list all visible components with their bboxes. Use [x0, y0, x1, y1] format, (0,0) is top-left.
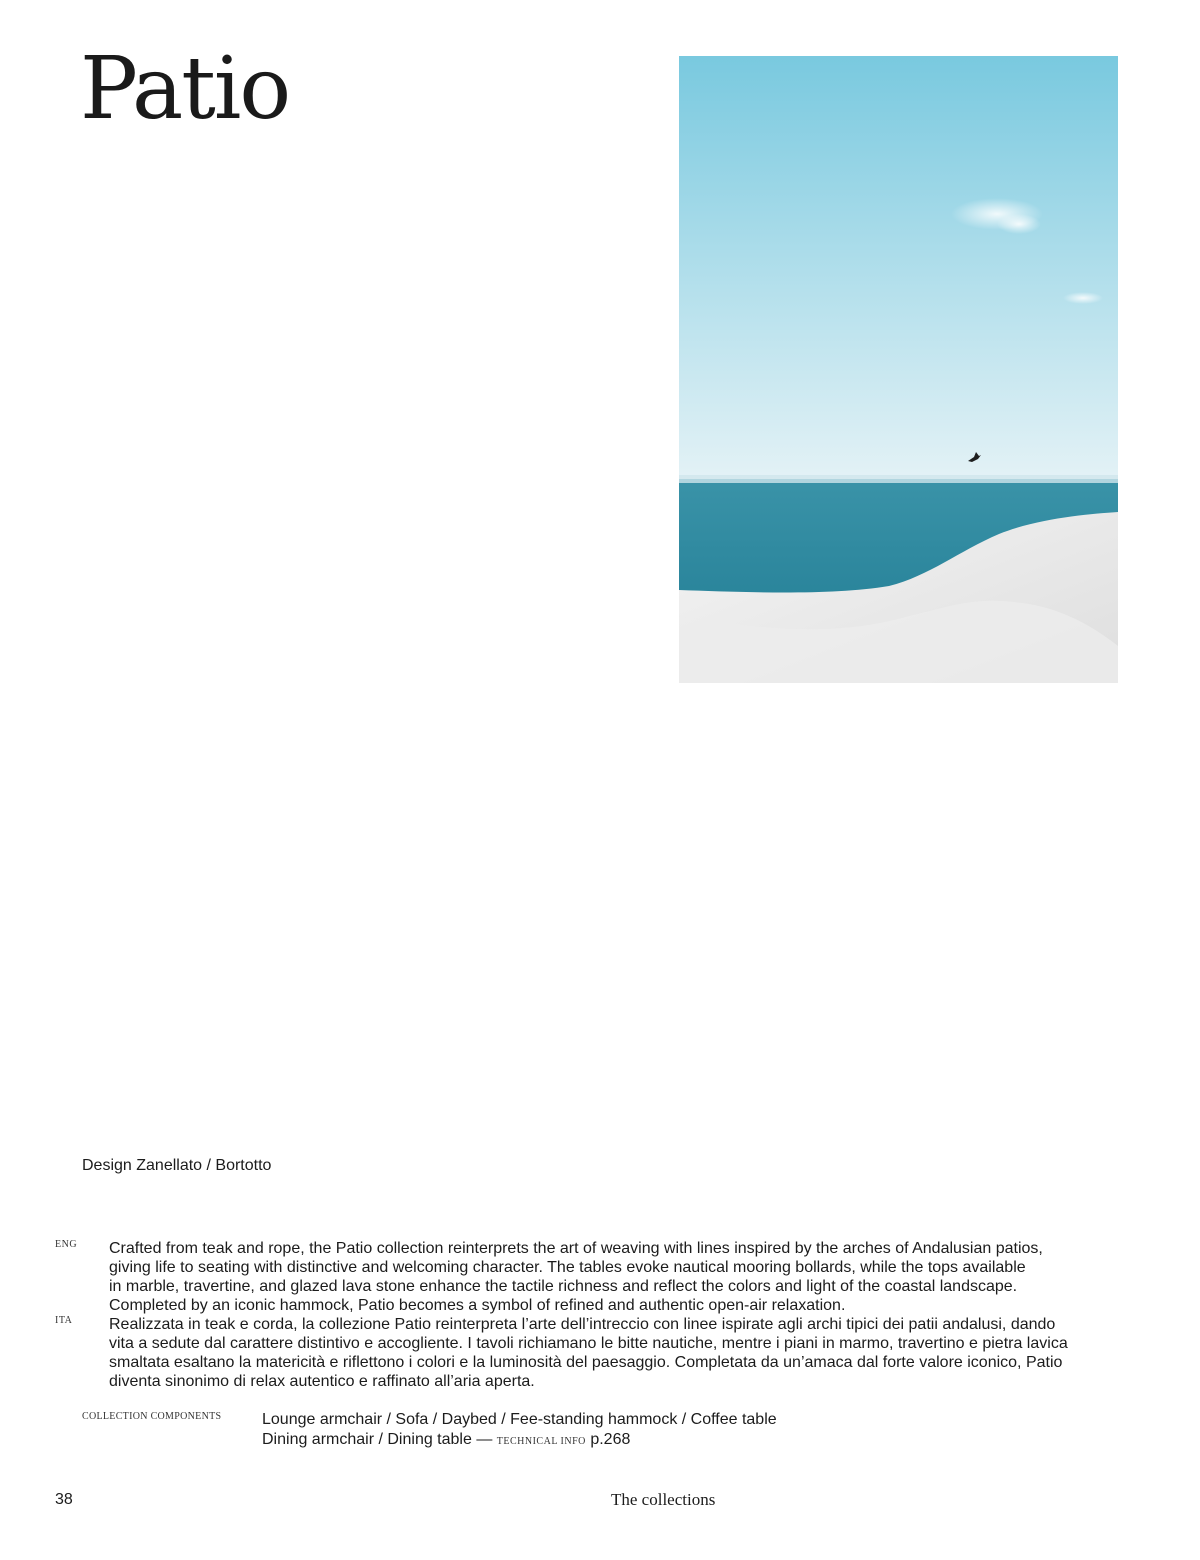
page-title: Patio — [80, 39, 290, 139]
hero-photo — [679, 56, 1118, 683]
ita-label: ITA — [55, 1315, 73, 1326]
components-line-1: Lounge armchair / Sofa / Daybed / Fee-standing hammock / Coffee table — [262, 1411, 777, 1428]
page-number: 38 — [55, 1491, 73, 1508]
sky — [679, 56, 1118, 483]
section-name: The collections — [611, 1490, 716, 1509]
cloud — [1063, 292, 1103, 304]
eng-label: ENG — [55, 1239, 78, 1250]
technical-info-page: p.268 — [585, 1431, 631, 1448]
horizon-haze — [679, 475, 1118, 483]
collection-components-label: COLLECTION COMPONENTS — [82, 1411, 222, 1422]
designer-credit: Design Zanellato / Bortotto — [82, 1157, 272, 1174]
components-line-2-text: Dining armchair / Dining table — — [262, 1431, 497, 1448]
ita-description: Realizzata in teak e corda, la collezione Patio reinterpreta l’arte dell’intreccio con linee ispirate agli archi tipici dei patii andalusi, dando vita a sedute dal carattere distintivo e accogliente. I tavoli richiamano le bitte nautiche, mentre i piani in marmo, travertino e pietra lavica smaltata esaltano la matericità e riflettono i colori e la luminosità del paesaggio. Completata da un’amaca dal forte valore iconico, Patio diventa sinonimo di relax autentico e raffinato all’aria aperta. — [109, 1316, 1068, 1390]
sea-landscape-image — [679, 56, 1118, 683]
eng-description: Crafted from teak and rope, the Patio collection reinterprets the art of weaving with lines inspired by the arches of Andalusian patios, giving life to seating with distinctive and welcoming character. The tables evoke nautical mooring bollards, while the tops available in marble, travertine, and glazed lava stone enhance the tactile richness and reflect the colors and light of the coastal landscape. Completed by an iconic hammock, Patio becomes a symbol of refined and authentic open-air relaxation. — [109, 1240, 1043, 1314]
components-line-2 — [262, 1430, 777, 1452]
technical-info-label: TECHNICAL INFO — [496, 1436, 586, 1447]
collection-components-list — [262, 1410, 777, 1452]
cloud — [997, 214, 1041, 234]
